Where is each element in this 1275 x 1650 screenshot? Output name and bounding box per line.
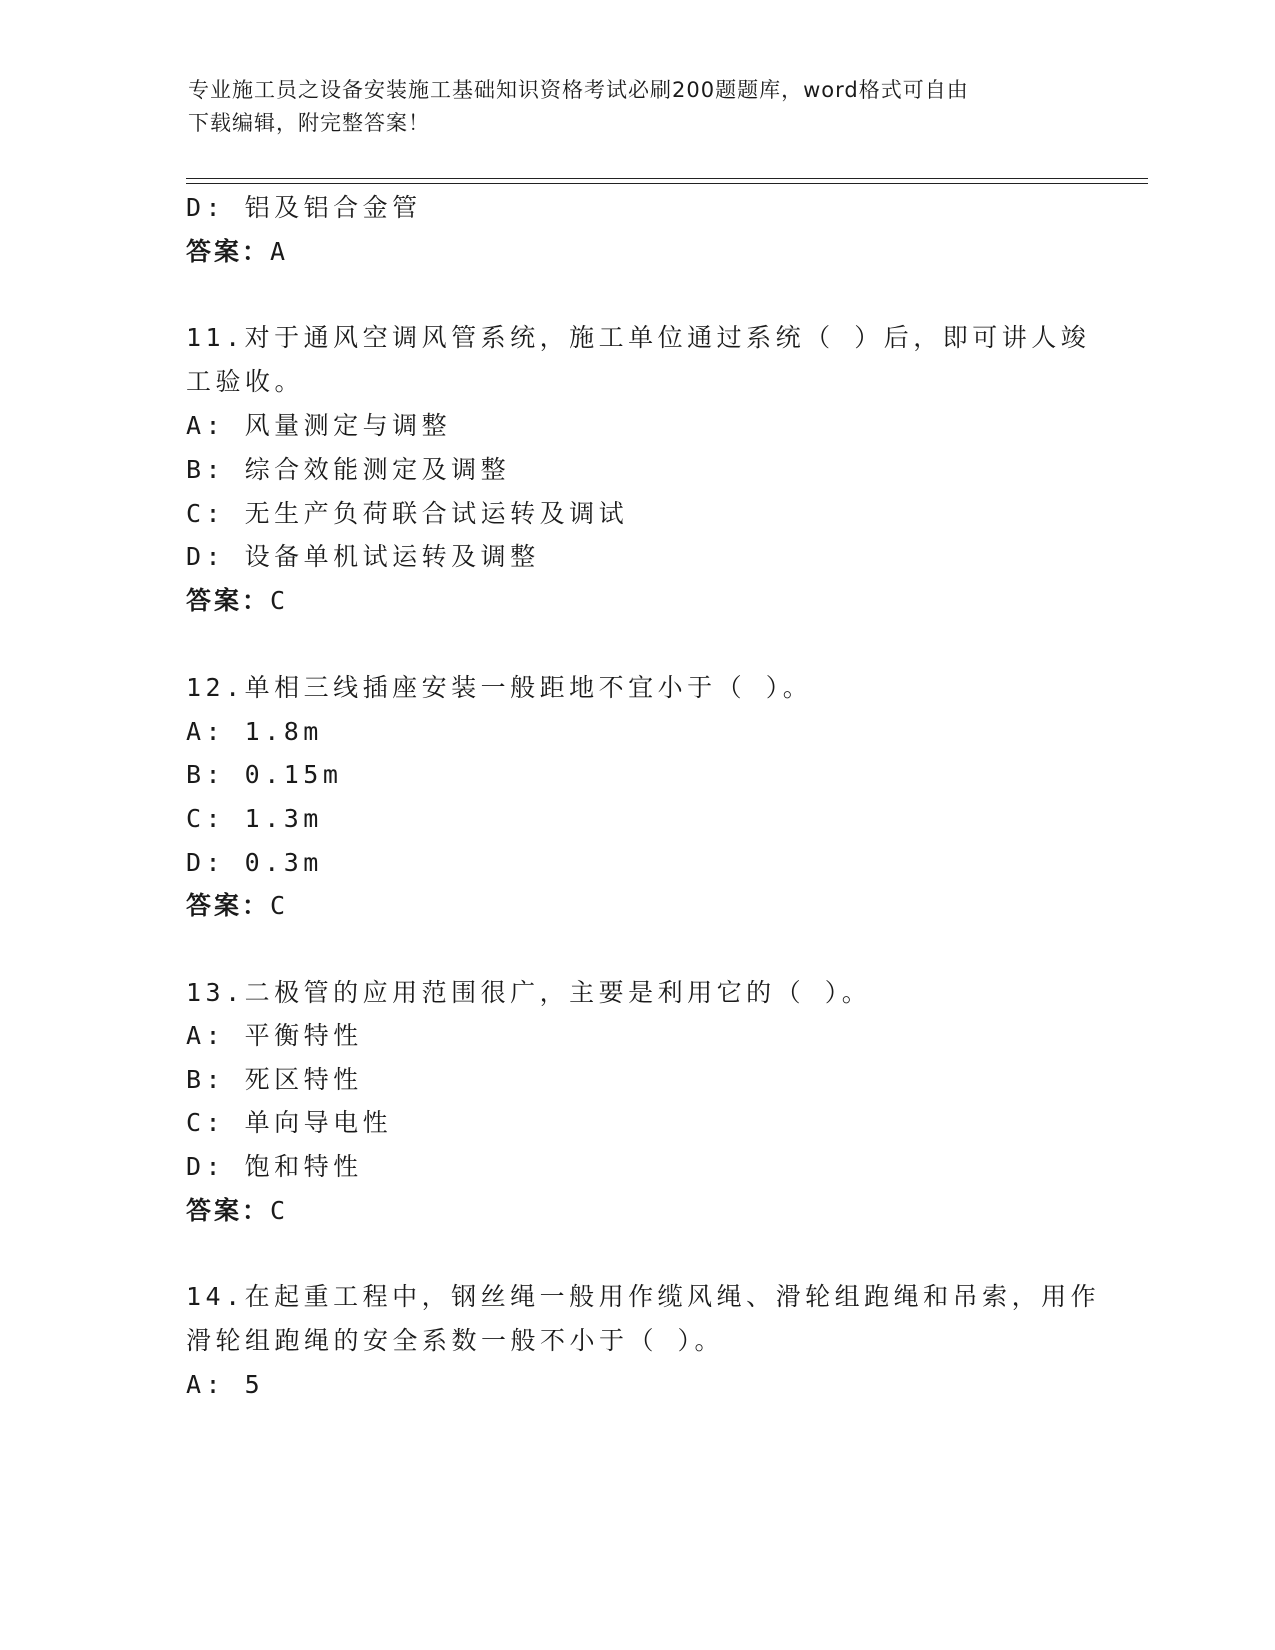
q13-option-c: C: 单向导电性 (186, 1108, 393, 1137)
q12-answer (186, 891, 285, 921)
header-rule-bottom (186, 183, 1148, 184)
q11-option-c: C: 无生产负荷联合试运转及调试 (186, 499, 629, 528)
answer-value: C (270, 586, 286, 615)
answer-label: 答案： (186, 586, 271, 615)
q13-answer (186, 1196, 285, 1226)
q13-stem: 13.二极管的应用范围很广，主要是利用它的（ ）。 (186, 978, 872, 1007)
header-rule-top (186, 178, 1148, 179)
q12-option-d: D: 0.3m (186, 848, 323, 877)
q14-option-a: A: 5 (186, 1370, 265, 1399)
q11-stem-line-2: 工验收。 (186, 367, 305, 396)
answer-value: C (270, 1196, 286, 1225)
q11-option-d: D: 设备单机试运转及调整 (186, 542, 540, 571)
q11-option-a: A: 风量测定与调整 (186, 411, 452, 440)
q12-option-c: C: 1.3m (186, 804, 323, 833)
answer-label: 答案： (186, 237, 271, 266)
answer-value: A (270, 237, 286, 266)
q13-option-a: A: 平衡特性 (186, 1021, 363, 1050)
q12-stem: 12.单相三线插座安装一般距地不宜小于（ ）。 (186, 673, 813, 702)
document-header (188, 74, 1068, 140)
q14-stem-line-1: 14.在起重工程中，钢丝绳一般用作缆风绳、滑轮组跑绳和吊索，用作 (186, 1282, 1101, 1311)
q13-option-d: D: 饱和特性 (186, 1152, 363, 1181)
prev-option-d: D: 铝及铝合金管 (186, 193, 422, 222)
q11-stem-line-1: 11.对于通风空调风管系统，施工单位通过系统（ ）后，即可讲人竣 (186, 323, 1091, 352)
answer-value: C (270, 891, 286, 920)
q11-option-b: B: 综合效能测定及调整 (186, 455, 511, 484)
header-title-line-1: 专业施工员之设备安装施工基础知识资格考试必刷200题题库，word格式可自由 (188, 78, 969, 102)
q12-option-b: B: 0.15m (186, 760, 343, 789)
q14-stem-line-2: 滑轮组跑绳的安全系数一般不小于（ ）。 (186, 1326, 725, 1355)
q12-option-a: A: 1.8m (186, 717, 323, 746)
answer-label: 答案： (186, 1196, 271, 1225)
header-title-line-2: 下载编辑，附完整答案！ (188, 111, 430, 135)
answer-label: 答案： (186, 891, 271, 920)
q11-answer (186, 586, 285, 616)
q13-option-b: B: 死区特性 (186, 1065, 363, 1094)
prev-answer (186, 237, 285, 267)
